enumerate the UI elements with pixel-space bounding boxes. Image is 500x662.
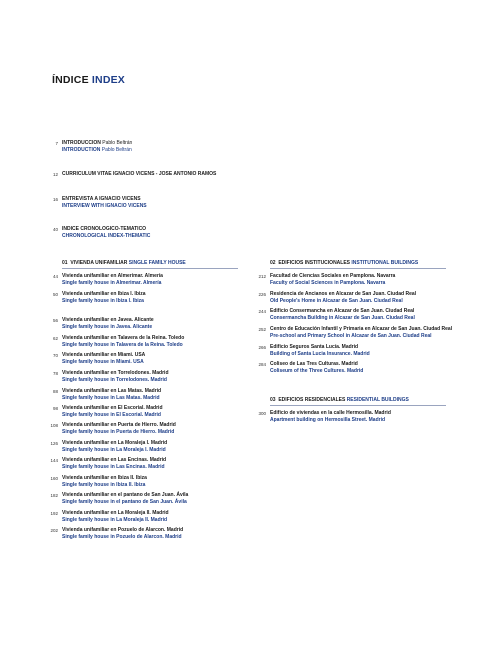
page-number: 284 [258, 361, 266, 367]
list-item[interactable] [44, 457, 244, 471]
page-number: 252 [258, 326, 266, 332]
section-number: 03 [270, 397, 276, 403]
page-number: 40 [52, 226, 58, 232]
entry-author-es: Pablo Beltrán [102, 140, 133, 146]
entry-title-en: Coliseum of the Three Cultures. Madrid [270, 367, 364, 374]
page-number: 108 [50, 422, 58, 428]
page-number: 56 [52, 317, 58, 323]
list-item[interactable] [252, 410, 462, 424]
section-number: 02 [270, 260, 276, 266]
entry-title-es: Vivienda unifamiliar en Las Matas. Madrid [62, 388, 162, 394]
entry-title-es: Vivienda unifamiliar en El Escorial. Madrid [62, 405, 163, 411]
section-title-es: VIVIENDA UNIFAMILIAR [70, 260, 128, 266]
list-item[interactable] [252, 326, 472, 340]
list-item[interactable] [44, 510, 244, 524]
page-number: 192 [50, 510, 58, 516]
entry-title-en: Single family house in Almerimar. Almería [62, 279, 162, 286]
list-item[interactable] [44, 527, 244, 541]
entry-title-en: Single family house in Pozuelo de Alarcon. Madrid [62, 533, 182, 540]
entry-title-es: Edificio Seguros Santa Lucía. Madrid [270, 344, 359, 350]
entry-title-en: Consermancha Building in Alcazar de San Juan. Ciudad Real [270, 314, 415, 321]
page-number: 144 [50, 457, 58, 463]
entry-title-es: Vivienda unifamiliar en Ibiza II. Ibiza [62, 475, 147, 481]
page-number: 300 [258, 410, 266, 416]
intro-item-indice[interactable] [44, 226, 344, 240]
entry-title-es: Residencia de Ancianos en Alcazar de San Juan. Ciudad Real [270, 291, 417, 297]
list-item[interactable] [252, 361, 462, 375]
entry-title-es: Vivienda unifamiliar en Torrelodones. Madrid [62, 370, 169, 376]
entry-title-en: Pre-school and Primary School in Alcazar de San Juan. Ciudad Real [270, 332, 432, 339]
entry-title-es: CURRICULUM VITAE IGNACIO VICENS - JOSE ANTONIO RAMOS [62, 171, 217, 177]
title-en: INDEX [91, 74, 126, 86]
list-item[interactable] [252, 273, 462, 287]
intro-item-curriculum[interactable] [44, 171, 344, 179]
entry-title-en: Single family house in el pantano de San Juan. Ávila [62, 498, 187, 505]
section-title-en: INSTITUTIONAL BUILDINGS [351, 260, 419, 266]
page-number: 12 [52, 171, 58, 177]
section-number: 01 [62, 260, 68, 266]
intro-item-introduccion[interactable] [44, 140, 344, 154]
entry-title-es: Edificio de viviendas en la calle Hermosilla. Madrid [270, 410, 391, 416]
entry-title-es: Vivienda unifamiliar en La Moraleja I. Madrid [62, 440, 168, 446]
list-item[interactable] [44, 440, 244, 454]
entry-title-es: Vivienda unifamiliar en Las Encinas. Madrid [62, 457, 167, 463]
entry-title-en: Building of Santa Lucia Insurance. Madrid [270, 350, 370, 357]
list-item[interactable] [44, 405, 244, 419]
page-number: 202 [50, 527, 58, 533]
page-number: 62 [52, 335, 58, 341]
page-number: 266 [258, 344, 266, 350]
entry-author-en: Pablo Beltrán [101, 146, 132, 153]
page-number: 7 [55, 140, 58, 146]
section-01-divider [62, 268, 238, 269]
list-item[interactable] [252, 291, 462, 305]
list-item[interactable] [44, 492, 244, 506]
list-item[interactable] [252, 308, 462, 322]
entry-title-en: Single family house in La Moraleja I. Madrid [62, 446, 166, 453]
entry-title-es: Vivienda unifamiliar en Pozuelo de Alarcon. Madrid [62, 527, 184, 533]
entry-title-en: INTRODUCTION [62, 146, 101, 153]
entry-title-es: ENTREVISTA A IGNACIO VICENS [62, 196, 141, 202]
list-item[interactable] [44, 335, 244, 349]
entry-title-en: Single family house in Ibiza I. Ibiza [62, 297, 144, 304]
page-number: 244 [258, 308, 266, 314]
page-number: 44 [52, 273, 58, 279]
entry-title-en: Apartment building on Hermosilla Street. Madrid [270, 416, 386, 423]
section-02-divider [270, 268, 446, 269]
section-01-heading [62, 260, 186, 266]
entry-title-es: Centro de Educación Infantil y Primaria en Alcazar de San Juan. Ciudad Real [270, 326, 453, 332]
page-number: 98 [52, 405, 58, 411]
page-number: 50 [52, 291, 58, 297]
page-number: 126 [50, 440, 58, 446]
list-item[interactable] [44, 370, 244, 384]
section-03-heading [270, 397, 409, 403]
page-title [52, 74, 125, 86]
section-title-es: EDIFICIOS RESIDENCIALES [278, 397, 346, 403]
entry-title-es: Facultad de Ciencias Sociales en Pamplona. Navarra [270, 273, 396, 279]
page-number: 16 [52, 196, 58, 202]
entry-title-en: Single family house in Talavera de la Reina. Toledo [62, 341, 183, 348]
entry-title-en: Single family house in La Moraleja II. Madrid [62, 516, 168, 523]
entry-title-en: Single family house in Ibiza II. Ibiza [62, 481, 146, 488]
entry-title-es: INDICE CRONOLOGICO-TEMATICO [62, 226, 147, 232]
entry-title-es: Coliseo de Las Tres Culturas. Madrid [270, 361, 358, 367]
page-number: 78 [52, 370, 58, 376]
page-number: 160 [50, 475, 58, 481]
page-number: 226 [258, 291, 266, 297]
list-item[interactable] [44, 273, 244, 287]
list-item[interactable] [44, 291, 244, 305]
section-03-divider [270, 405, 446, 406]
title-es: ÍNDICE [52, 74, 89, 86]
list-item[interactable] [44, 317, 244, 331]
page-number: 88 [52, 388, 58, 394]
page-number: 182 [50, 492, 58, 498]
entry-title-es: Vivienda unifamiliar en Talavera de la Reina. Toledo [62, 335, 185, 341]
entry-title-es: Vivienda unifamiliar en Puerta de Hierro. Madrid [62, 422, 176, 428]
entry-title-en: Single family house in Javea. Alicante [62, 323, 153, 330]
entry-title-es: Vivienda unifamiliar en La Moraleja II. Madrid [62, 510, 169, 516]
entry-title-es: Vivienda unifamiliar en Miami. USA [62, 352, 146, 358]
entry-title-en: Single family house in Miami. USA [62, 358, 144, 365]
entry-title-en: INTERVIEW WITH IGNACIO VICENS [62, 202, 147, 209]
entry-title-es: Vivienda unifamiliar en Ibiza I. Ibiza [62, 291, 146, 297]
page-number: 212 [258, 273, 266, 279]
entry-title-en: Single family house in Las Matas. Madrid [62, 394, 160, 401]
entry-title-en: Single family house in Puerta de Hierro. Madrid [62, 428, 175, 435]
section-title-en: RESIDENTIAL BUILDINGS [346, 397, 409, 403]
list-item[interactable] [44, 352, 244, 366]
list-item[interactable] [44, 475, 244, 489]
section-02-heading [270, 260, 418, 266]
entry-title-en: Single family house in Las Encinas. Madrid [62, 463, 165, 470]
entry-title-en: Old People's Home in Alcazar de San Juan. Ciudad Real [270, 297, 403, 304]
entry-title-es: Vivienda unifamiliar en Almerimar. Almería [62, 273, 163, 279]
entry-title-en: Faculty of Social Sciences in Pamplona. Navarra [270, 279, 386, 286]
entry-title-es: Vivienda unifamiliar en Javea. Alicante [62, 317, 154, 323]
list-item[interactable] [252, 344, 462, 358]
entry-title-es: Vivienda unifamiliar en el pantano de San Juan. Ávila [62, 492, 189, 498]
section-title-en: SINGLE FAMILY HOUSE [128, 260, 186, 266]
entry-title-es: Edificio Consermancha en Alcazar de San Juan. Ciudad Real [270, 308, 415, 314]
list-item[interactable] [44, 422, 244, 436]
entry-title-en: Single family house in El Escorial. Madrid [62, 411, 161, 418]
list-item[interactable] [44, 388, 244, 402]
entry-title-en: CHRONOLOGICAL INDEX-THEMATIC [62, 232, 151, 239]
intro-item-entrevista[interactable] [44, 196, 344, 210]
page-number: 70 [52, 352, 58, 358]
entry-title-es: INTRODUCCION [62, 140, 101, 146]
entry-title-en: Single family house in Torrelodones. Madrid [62, 376, 167, 383]
section-title-es: EDIFICIOS INSTITUCIONALES [278, 260, 351, 266]
